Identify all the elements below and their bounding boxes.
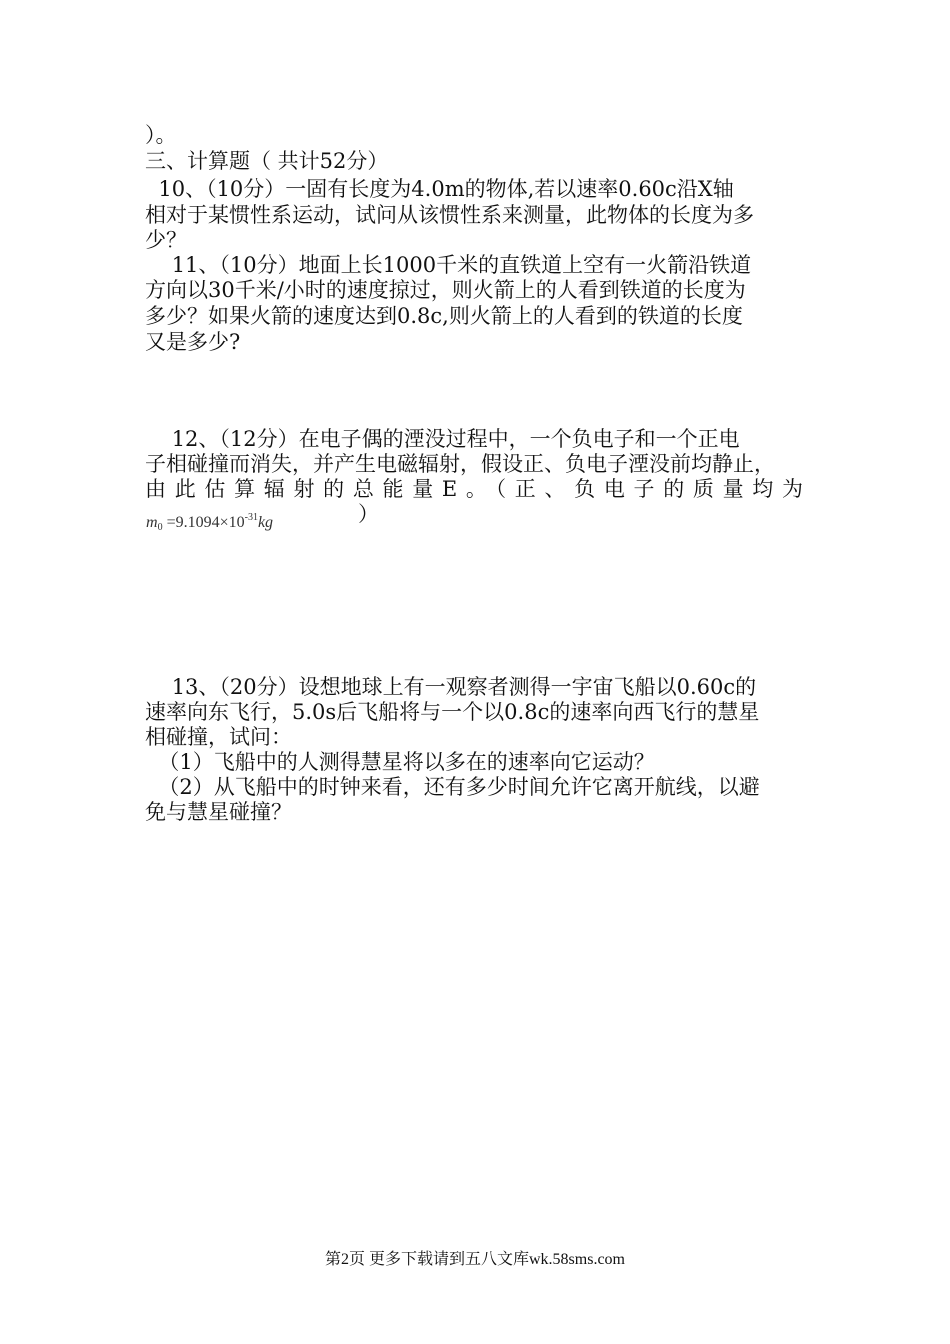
electron-mass-formula	[146, 512, 273, 533]
formula-value: =9.1094×10	[162, 514, 245, 531]
question-12-line: 子相碰撞而消失，并产生电磁辐射，假设正、负电子湮没前均静止，	[145, 452, 775, 476]
formula-exponent: -31	[244, 512, 258, 523]
question-11-line: 方向以30千米/小时的速度掠过，则火箭上的人看到铁道的长度为	[145, 278, 746, 302]
text-line: ）。	[145, 123, 177, 147]
question-13-line: 速率向东飞行，5.0s后飞船将与一个以0.8c的速率向西飞行的慧星	[145, 700, 760, 724]
question-13-line: 免与慧星碰撞？	[145, 800, 292, 824]
question-12-line: 12、（12分）在电子偶的湮没过程中，一个负电子和一个正电	[145, 427, 740, 451]
question-11-line: 11、（10分）地面上长1000千米的直铁道上空有一火箭沿铁道	[145, 253, 752, 277]
question-13-subquestion-1: （1）飞船中的人测得慧星将以多在的速率向它运动？	[145, 750, 655, 774]
question-10-line: 10、（10分）一固有长度为4.0m的物体,若以速率0.60c沿X轴	[145, 177, 734, 201]
formula-subscript: 0	[157, 522, 163, 533]
question-11-line: 又是多少?	[145, 330, 241, 354]
question-13-line: 相碰撞，试问：	[145, 725, 292, 749]
question-12-line: 由此估算辐射的总能量E。（正、负电子的质量均为	[145, 477, 803, 501]
question-11-line: 多少？如果火箭的速度达到0.8c,则火箭上的人看到的铁道的长度	[145, 304, 743, 328]
closing-parenthesis: ）	[358, 502, 379, 526]
formula-symbol: m	[146, 514, 158, 531]
section-heading: 三、计算题（ 共计52分）	[145, 149, 389, 173]
question-10-line: 相对于某惯性系运动，试问从该惯性系来测量，此物体的长度为多	[145, 203, 754, 227]
question-10-line: 少？	[145, 228, 187, 252]
question-13-subquestion-2: （2）从飞船中的时钟来看，还有多少时间允许它离开航线，以避	[145, 775, 760, 799]
formula-unit: kg	[257, 514, 274, 531]
page-footer: 第2页 更多下载请到五八文库wk.58sms.com	[324, 1251, 625, 1268]
question-13-line: 13、（20分）设想地球上有一观察者测得一宇宙飞船以0.60c的	[145, 675, 757, 699]
